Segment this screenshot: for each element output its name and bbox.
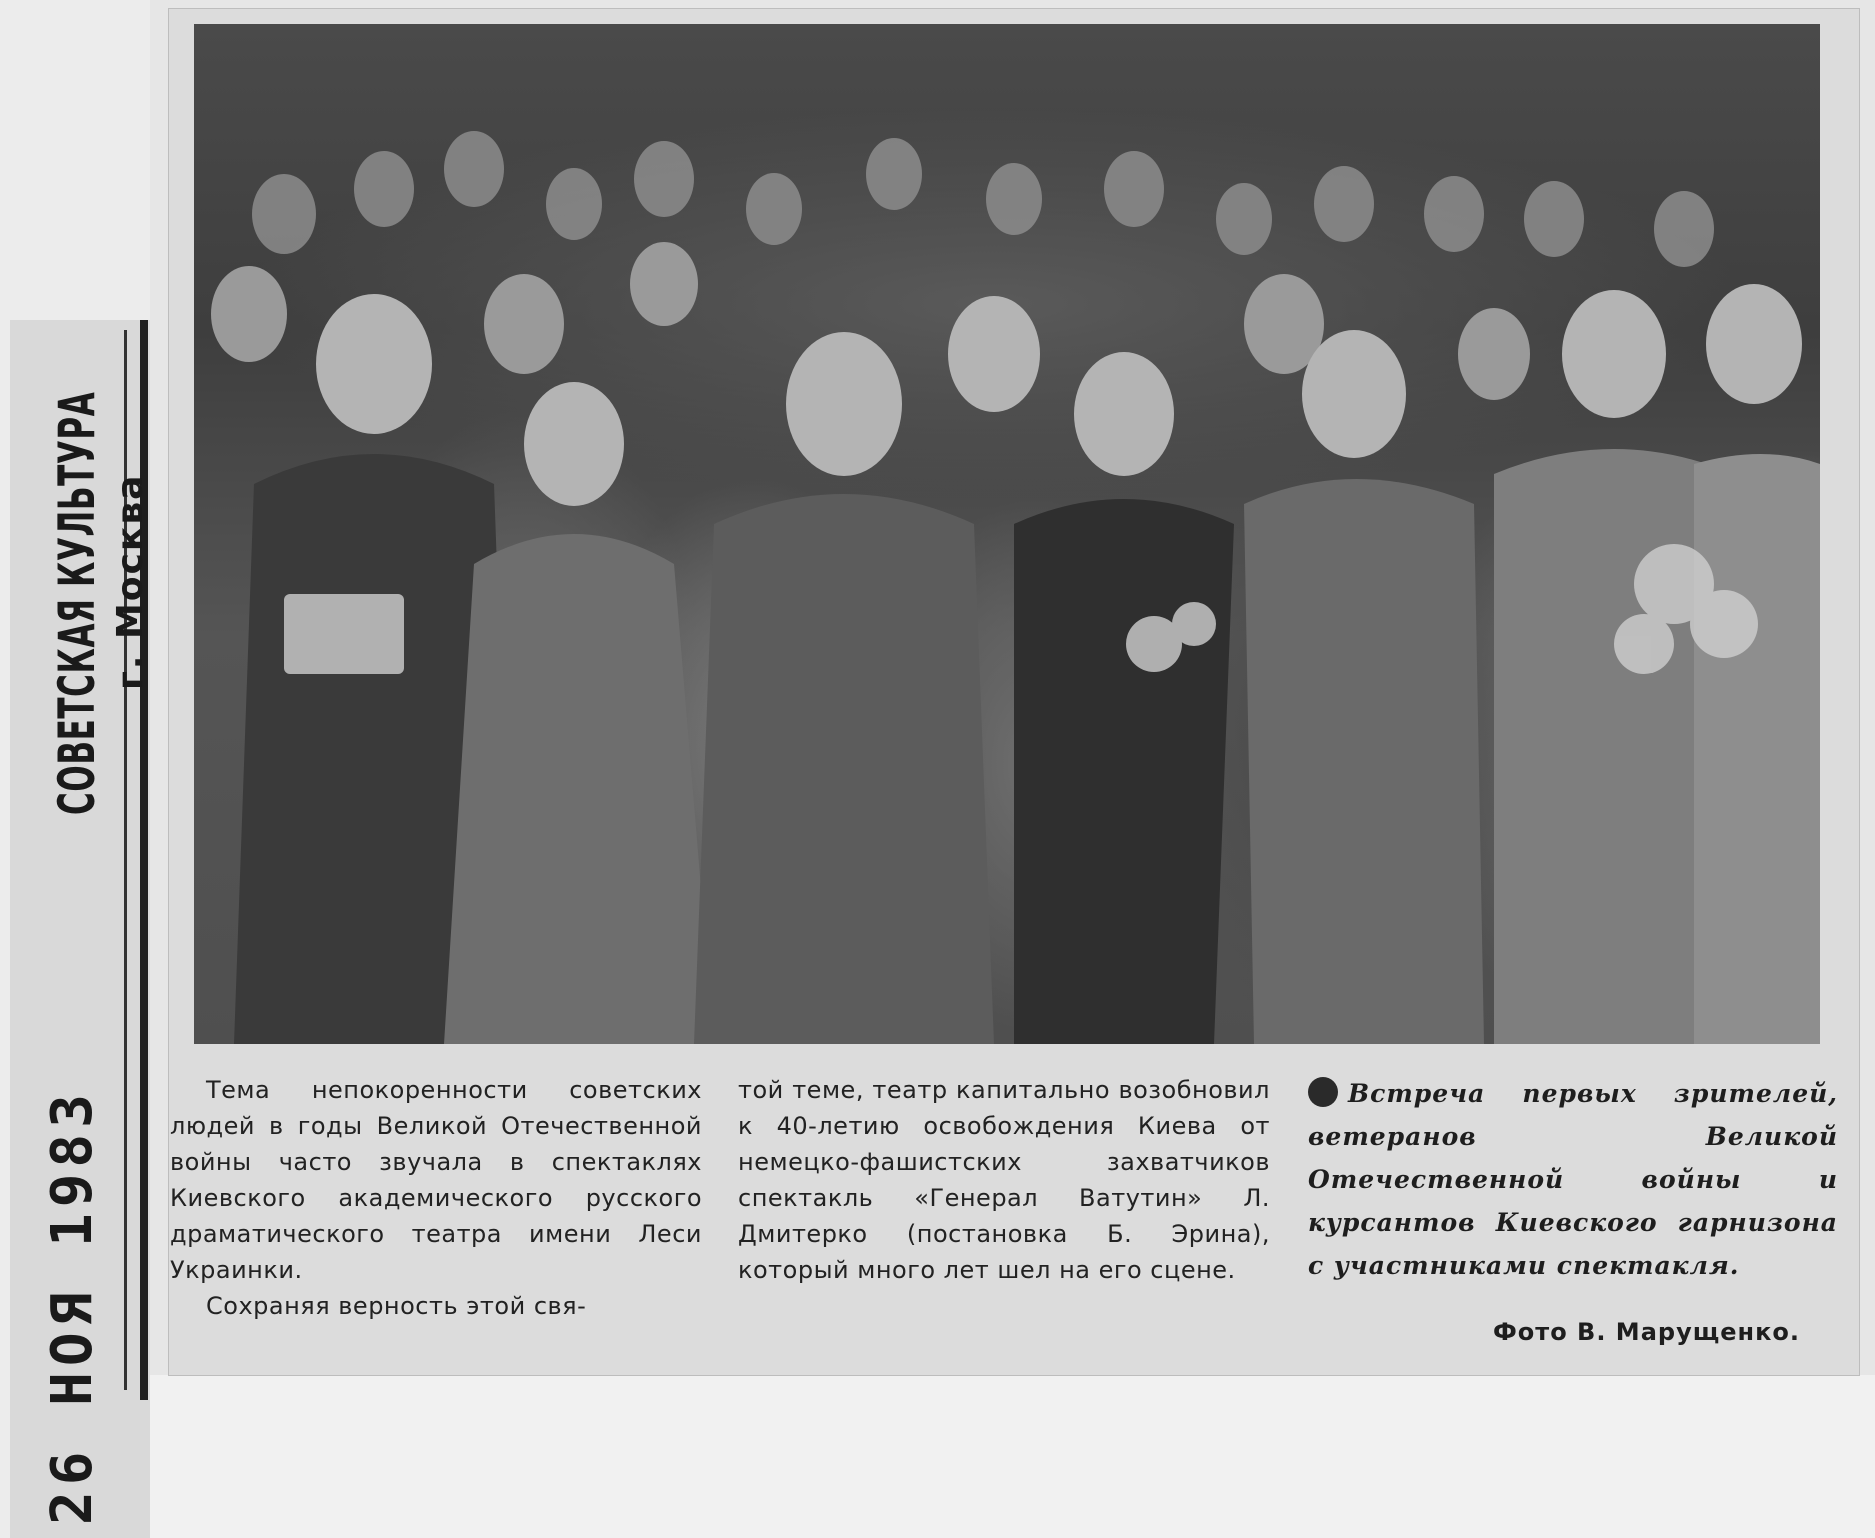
group-photo (194, 24, 1820, 1044)
stamp-city: г. Москва (110, 473, 151, 690)
bullet-icon (1308, 1077, 1338, 1107)
article-paragraph-2: Сохраняя верность этой свя- (206, 1292, 587, 1320)
article-paragraph-3: той теме, театр капитально возобновил к 40-летию освобождения Киева от немецко-фашистских захватчиков спектакль «Генерал Ватутин» Л. Дмитерко (постановка Б. Эрина), который много лет шел на его сцене. (738, 1076, 1270, 1284)
stamp-date: 26 НОЯ 1983 (40, 1088, 105, 1525)
stamp-newspaper-name: СОВЕТСКАЯ КУЛЬТУРА (48, 391, 106, 815)
photo-credit: Фото В. Марущенко. (1493, 1318, 1800, 1346)
photo-caption-text: Встреча первых зрителей, ветеранов Великой Отечественной войны и курсантов Киевского гарнизона с участниками спектакля. (1308, 1079, 1838, 1280)
article-paragraph-1: Тема непокоренности советских людей в годы Великой Отечественной войны часто звучала в спектаклях Киевского академического русского драматического театра имени Леси Украинки. (170, 1076, 702, 1284)
background-paper-bottom (150, 1375, 1875, 1538)
article-column-1 (170, 1072, 702, 1324)
article-column-2 (738, 1072, 1270, 1288)
photo-caption (1308, 1072, 1838, 1287)
group-photo-illustration (194, 24, 1820, 1044)
